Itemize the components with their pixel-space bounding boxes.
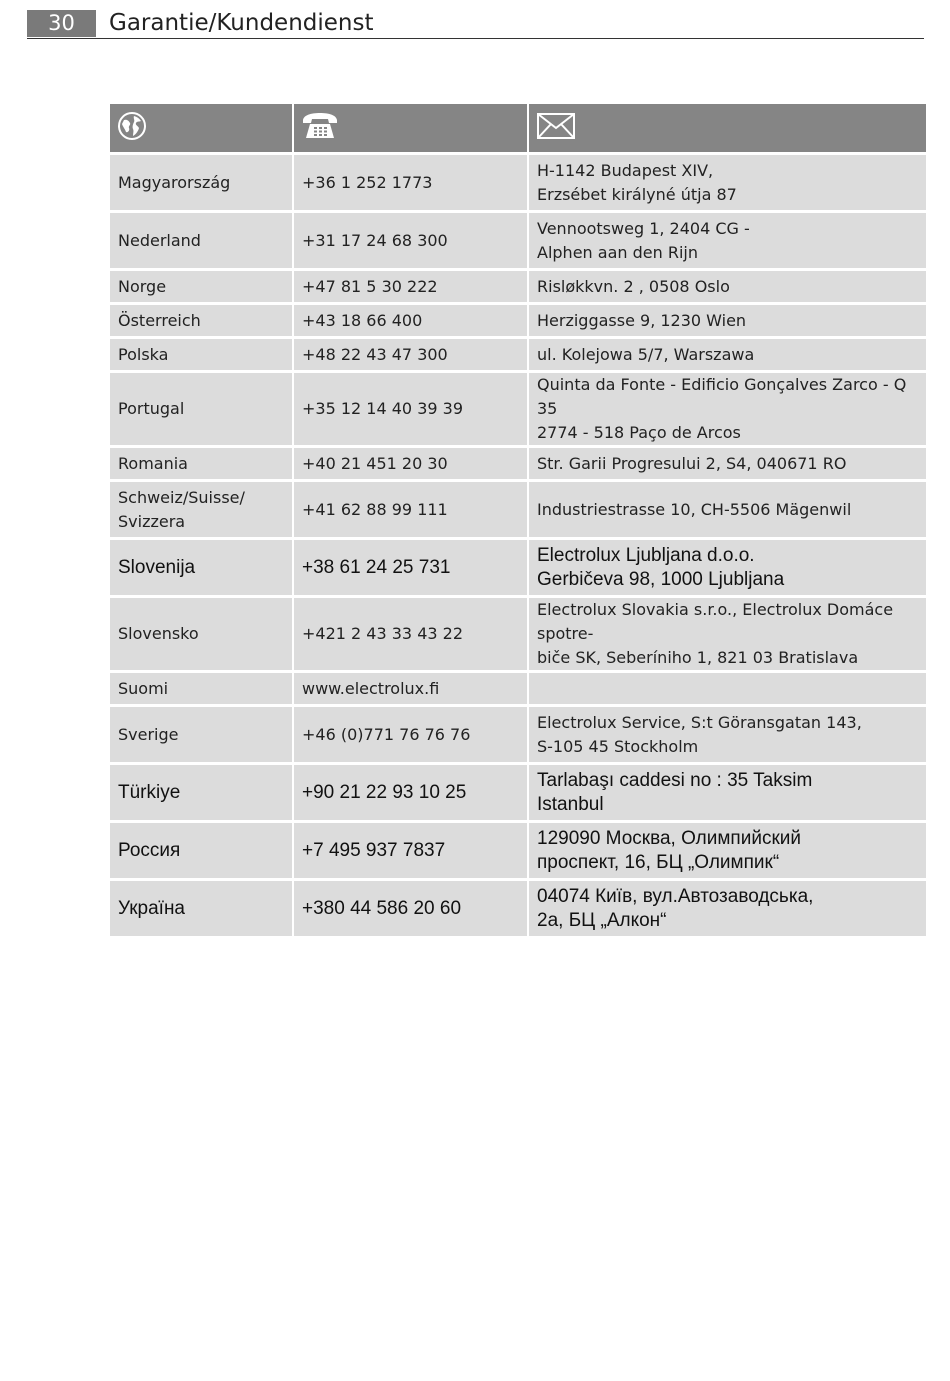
phone-cell: +36 1 252 1773 (294, 155, 527, 210)
address-line: Industriestrasse 10, CH-5506 Mägenwil (537, 499, 852, 519)
address-line: S-105 45 Stockholm (537, 736, 699, 756)
country-cell: Україна (110, 881, 292, 936)
address-line: Alphen aan den Rijn (537, 242, 698, 262)
table-row (110, 373, 926, 445)
header-country (110, 104, 292, 152)
table-row (110, 823, 926, 878)
table-row (110, 155, 926, 210)
address-line: Istanbul (537, 793, 604, 815)
phone-cell: +421 2 43 33 43 22 (294, 598, 527, 670)
table-row (110, 213, 926, 268)
address-line: Str. Garii Progresului 2, S4, 040671 RO (537, 453, 847, 473)
table-row (110, 707, 926, 762)
phone-cell: +380 44 586 20 60 (294, 881, 527, 936)
country-cell: Schweiz/Suisse/ Svizzera (110, 482, 292, 537)
address-line: biče SK, Seberíniho 1, 821 03 Bratislava (537, 648, 859, 667)
telephone-icon (301, 111, 339, 146)
address-line: Risløkkvn. 2 , 0508 Oslo (537, 276, 730, 296)
country-cell: Polska (110, 339, 292, 370)
address-cell (529, 482, 926, 537)
table-row (110, 881, 926, 936)
address-line: Electrolux Ljubljana d.o.o. (537, 544, 755, 566)
country-cell: Slovensko (110, 598, 292, 670)
country-cell: Suomi (110, 673, 292, 704)
table-row (110, 271, 926, 302)
table-row (110, 448, 926, 479)
envelope-icon (536, 111, 576, 146)
address-line: ul. Kolejowa 5/7, Warszawa (537, 344, 755, 364)
globe-icon (117, 111, 147, 146)
country-cell: Sverige (110, 707, 292, 762)
address-cell (529, 881, 926, 936)
address-cell (529, 598, 926, 670)
address-line: 129090 Москва, Олимпийский (537, 827, 801, 849)
phone-cell: +7 495 937 7837 (294, 823, 527, 878)
phone-cell: +31 17 24 68 300 (294, 213, 527, 268)
address-cell (529, 213, 926, 268)
page-title: Garantie/Kundendienst (109, 10, 374, 36)
country-cell: Österreich (110, 305, 292, 336)
table-row (110, 305, 926, 336)
address-line: Herziggasse 9, 1230 Wien (537, 310, 747, 330)
phone-cell: +90 21 22 93 10 25 (294, 765, 527, 820)
phone-cell: +48 22 43 47 300 (294, 339, 527, 370)
website-cell: www.electrolux.fi (294, 673, 527, 704)
address-line: Electrolux Service, S:t Göransgatan 143, (537, 712, 862, 732)
table-row (110, 540, 926, 595)
country-cell: Norge (110, 271, 292, 302)
phone-cell: +41 62 88 99 111 (294, 482, 527, 537)
address-cell (529, 305, 926, 336)
country-cell: Magyarország (110, 155, 292, 210)
header-phone (294, 104, 527, 152)
address-cell (529, 155, 926, 210)
table-row (110, 765, 926, 820)
address-line: 2774 - 518 Paço de Arcos (537, 423, 741, 442)
address-line: H-1142 Budapest XIV, (537, 160, 714, 180)
address-cell (529, 373, 926, 445)
address-line: Vennootsweg 1, 2404 CG - (537, 218, 750, 238)
address-cell (529, 673, 926, 704)
country-cell: Portugal (110, 373, 292, 445)
table-header-row (110, 104, 926, 152)
address-cell (529, 271, 926, 302)
address-line: Tarlabaşı caddesi no : 35 Taksim (537, 769, 813, 791)
country-cell: Россия (110, 823, 292, 878)
header-address (529, 104, 926, 152)
header-rule (27, 38, 924, 39)
address-cell (529, 339, 926, 370)
address-cell (529, 448, 926, 479)
phone-cell: +43 18 66 400 (294, 305, 527, 336)
address-line: Gerbičeva 98, 1000 Ljubljana (537, 568, 785, 590)
phone-cell: +47 81 5 30 222 (294, 271, 527, 302)
country-cell: Türkiye (110, 765, 292, 820)
table-row (110, 598, 926, 670)
address-line: 2а, БЦ „Алкон“ (537, 909, 667, 931)
address-line: Quinta da Fonte - Edificio Gonçalves Zarco - Q 35 (537, 375, 907, 418)
address-cell (529, 540, 926, 595)
address-line: Electrolux Slovakia s.r.o., Electrolux Domáce spotre- (537, 600, 894, 643)
country-cell: Romania (110, 448, 292, 479)
address-cell (529, 823, 926, 878)
service-contacts-table (108, 101, 928, 939)
country-cell: Nederland (110, 213, 292, 268)
table-row (110, 673, 926, 704)
address-line: Erzsébet királyné útja 87 (537, 184, 737, 204)
table-row (110, 339, 926, 370)
phone-cell: +40 21 451 20 30 (294, 448, 527, 479)
address-cell (529, 765, 926, 820)
address-line: проспект, 16, БЦ „Олимпик“ (537, 851, 780, 873)
phone-cell: +35 12 14 40 39 39 (294, 373, 527, 445)
phone-cell: +38 61 24 25 731 (294, 540, 527, 595)
country-cell: Slovenija (110, 540, 292, 595)
address-cell (529, 707, 926, 762)
table-row (110, 482, 926, 537)
page-number: 30 (27, 10, 96, 37)
address-line: 04074 Київ, вул.Автозаводська, (537, 885, 814, 907)
phone-cell: +46 (0)771 76 76 76 (294, 707, 527, 762)
